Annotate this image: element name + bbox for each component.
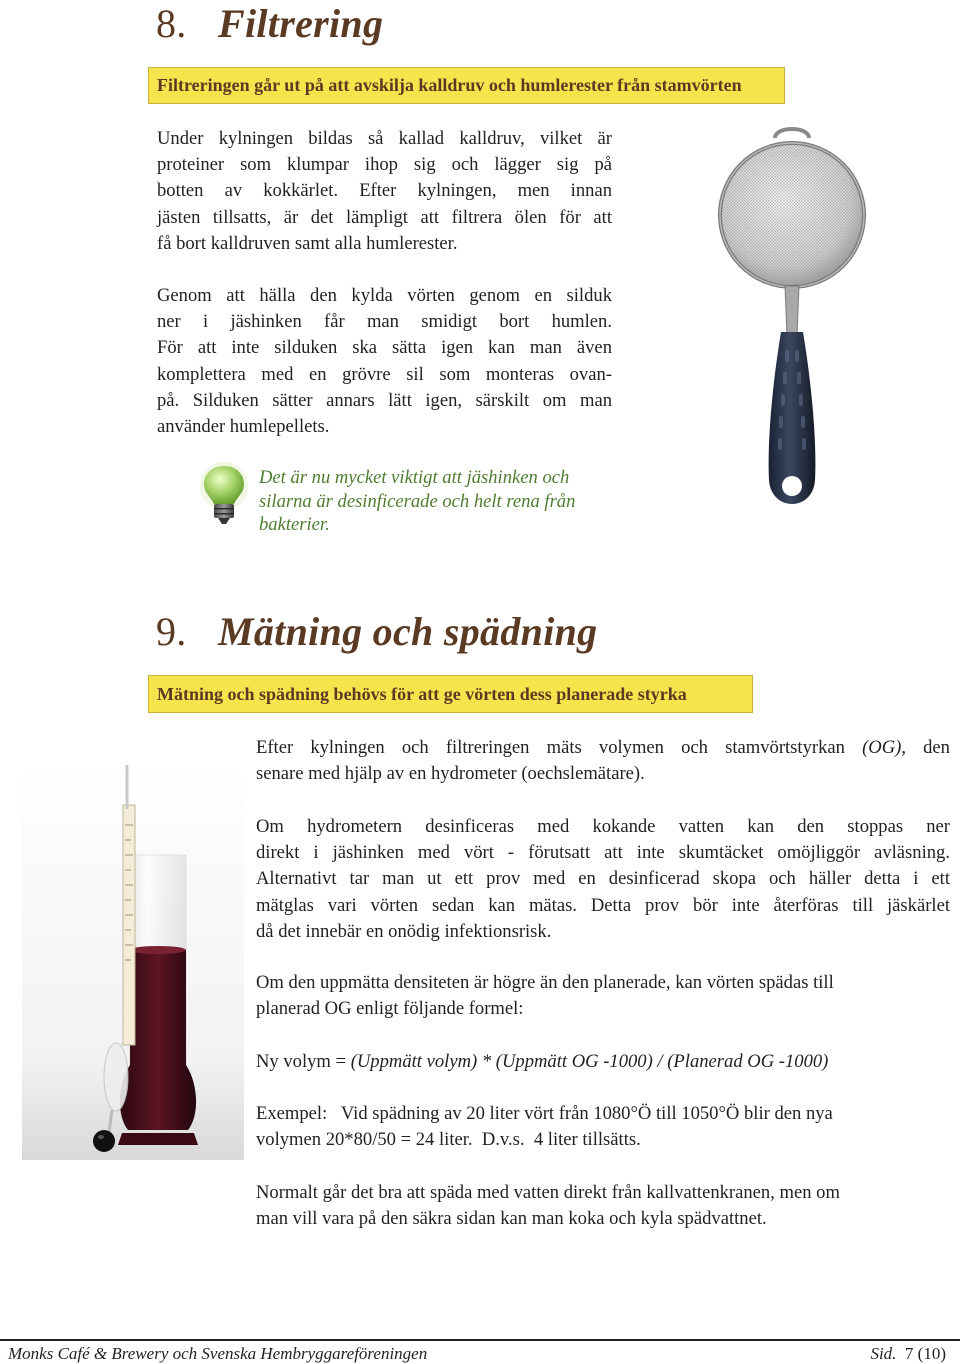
formula-rhs: (Uppmätt volym) * (Uppmätt OG -1000) / (Planerad OG -1000): [350, 1051, 829, 1072]
text-line: mätglas vari vörten sedan kan mätas. Detta prov bör inte återföras till jäskärlet: [256, 894, 950, 916]
dilution-example: [256, 1101, 833, 1153]
page-label: Sid.: [870, 1344, 897, 1363]
section-title: Mätning och spädning: [218, 609, 598, 654]
text-line: botten av kokkärlet. Efter kylningen, men innan: [157, 180, 612, 202]
text-line: [256, 1049, 828, 1075]
text-line: proteiner som klumpar ihop sig och lägger sig på: [157, 154, 612, 176]
section-9-summary-banner: [148, 675, 753, 713]
text-segment: , den: [901, 737, 950, 758]
section-title: Filtrering: [218, 1, 384, 46]
text-line: jästen tillsatts, är det lämpligt att filtrera ölen för att: [157, 206, 612, 228]
section-8-paragraph-2: [157, 283, 612, 440]
section-9-paragraph-1: [256, 735, 950, 787]
text-segment: Efter kylningen och filtreringen mäts volymen och stamvörtstyrkan: [256, 737, 863, 758]
section-9-heading: [156, 609, 598, 654]
tip-callout: [259, 466, 575, 537]
text-line: Genom att hälla den kylda vörten genom en silduk: [157, 285, 612, 306]
og-abbreviation: (OG): [862, 737, 902, 758]
text-line: Alternativt tar man ut ett prov med en desinficerad skopa och häller detta i ett: [256, 868, 950, 890]
dilution-formula: [256, 1049, 828, 1075]
text-line: direkt i jäshinken med vört - förutsatt att inte skumtäcket omöjliggör avläsning.: [256, 842, 950, 864]
text-line: Exempel: Vid spädning av 20 liter vört från 1080°Ö till 1050°Ö blir den nya: [256, 1103, 833, 1124]
text-line: Om hydrometern desinficeras med kokande vatten kan den stoppas ner: [256, 816, 950, 837]
banner-text: Filtreringen går ut på att avskilja kalldruv och humlerester från stamvörten: [157, 75, 742, 95]
text-line: ner i jäshinken får man smidigt bort humlen.: [157, 311, 612, 333]
section-8-summary-banner: [148, 67, 785, 104]
section-9-paragraph-3: [256, 970, 834, 1022]
section-8-paragraph-1: [157, 126, 612, 257]
formula-lhs: Ny volym =: [256, 1051, 351, 1072]
text-line: bakterier.: [259, 514, 330, 535]
text-line: använder humlepellets.: [157, 416, 330, 438]
text-line: planerad OG enligt följande formel:: [256, 998, 524, 1020]
section-9-paragraph-2: [256, 814, 950, 945]
text-line: silarna är desinficerade och helt rena från: [259, 490, 576, 512]
text-line: senare med hjälp av en hydrometer (oechslemätare).: [256, 763, 645, 785]
section-number: 9.: [156, 609, 187, 654]
page-value: 7 (10): [904, 1344, 946, 1363]
section-number: 8.: [156, 1, 187, 46]
footer-page-number: [870, 1344, 946, 1364]
text-line: volymen 20*80/50 = 24 liter. D.v.s. 4 liter tillsätts.: [256, 1129, 641, 1151]
text-line: Normalt går det bra att späda med vatten direkt från kallvattenkranen, men om: [256, 1182, 840, 1203]
text-line: Det är nu mycket viktigt att jäshinken och: [259, 467, 570, 488]
lightbulb-icon: [196, 462, 256, 532]
footer-divider: [0, 1339, 960, 1341]
section-9-paragraph-5: [256, 1180, 840, 1232]
text-line: Under kylningen bildas så kallad kalldruv, vilket är: [157, 128, 612, 149]
text-line: få bort kalldruven samt alla humlerester.: [157, 232, 458, 254]
text-line: man vill vara på den säkra sidan kan man koka och kyla spädvattnet.: [256, 1208, 767, 1230]
strainer-image: [715, 120, 870, 517]
text-line: Om den uppmätta densiteten är högre än den planerade, kan vörten spädas till: [256, 972, 834, 993]
banner-text: Mätning och spädning behövs för att ge vörten dess planerade styrka: [157, 683, 687, 704]
text-line: då det innebär en onödig infektionsrisk.: [256, 920, 552, 942]
section-8-heading: [156, 1, 384, 46]
footer-organization: Monks Café & Brewery och Svenska Hembryggareföreningen: [8, 1344, 428, 1363]
hydrometer-image: [22, 765, 244, 1160]
text-line: komplettera med en grövre sil som monteras ovan-: [157, 363, 612, 385]
text-line: på. Silduken sätter annars lätt igen, särskilt om man: [157, 389, 612, 411]
text-line: [256, 735, 950, 761]
text-line: För att inte silduken ska sätta igen kan man även: [157, 337, 612, 359]
